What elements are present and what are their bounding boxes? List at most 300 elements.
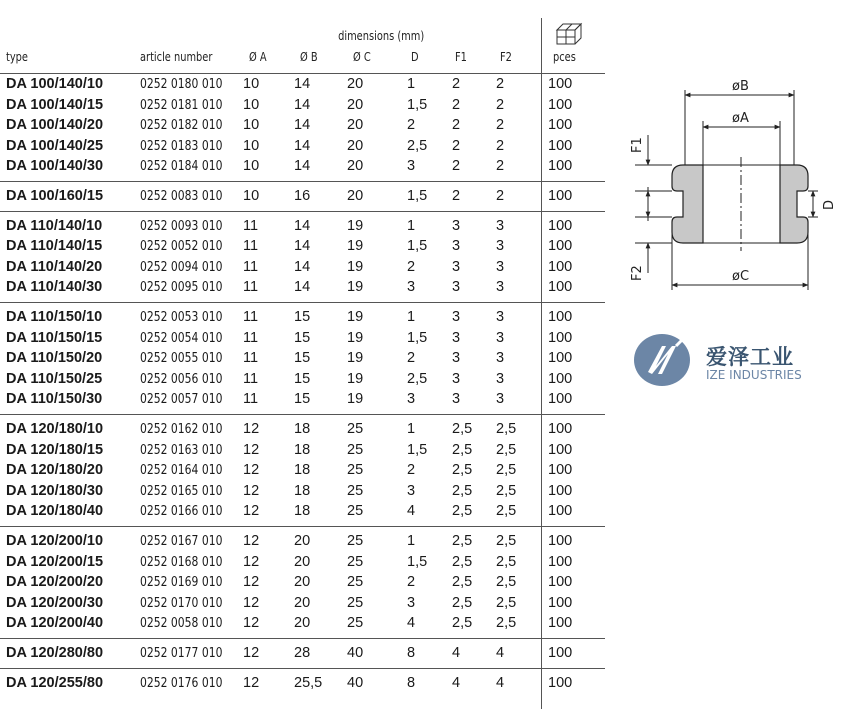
cell-f2: 3: [496, 258, 505, 275]
cell-d: 2: [407, 462, 416, 479]
cell-type: DA 120/180/20: [6, 462, 104, 479]
cell-a: 11: [243, 370, 259, 387]
cell-pcs: 100: [548, 329, 573, 346]
cell-pcs: 100: [548, 574, 573, 591]
cell-d: 1: [407, 217, 416, 234]
cell-pcs: 100: [548, 188, 573, 204]
cell-b: 18: [294, 482, 311, 499]
cell-pcs: 100: [548, 421, 573, 437]
cell-b: 14: [294, 279, 311, 296]
cell-a: 11: [243, 391, 259, 408]
cell-d: 2: [407, 350, 416, 367]
cell-c: 25: [347, 615, 364, 632]
cell-c: 25: [347, 421, 364, 437]
cell-f1: 2: [452, 137, 461, 154]
cell-f2: 3: [496, 350, 505, 367]
cell-b: 14: [294, 158, 311, 175]
table-row: [0, 371, 600, 392]
cell-c: 20: [347, 76, 364, 92]
cell-c: 20: [347, 188, 364, 204]
col-header-pcs: pces: [553, 50, 576, 64]
cell-f2: 2,5: [496, 462, 517, 479]
cell-type: DA 100/140/25: [6, 137, 104, 154]
cell-c: 25: [347, 553, 364, 570]
cell-article: 0252 0170 010: [140, 594, 223, 611]
cell-a: 12: [243, 482, 260, 499]
cell-pcs: 100: [548, 279, 573, 296]
table-row: [0, 574, 600, 595]
cell-a: 12: [243, 594, 260, 611]
cell-type: DA 110/150/10: [6, 309, 103, 325]
cell-type: DA 110/150/15: [6, 329, 103, 346]
brand-name-en: IZE INDUSTRIES: [706, 368, 802, 382]
cell-d: 8: [407, 674, 416, 691]
cell-pcs: 100: [548, 370, 573, 387]
cell-type: DA 120/255/80: [6, 674, 104, 691]
cell-f2: 2,5: [496, 594, 517, 611]
cell-article: 0252 0057 010: [140, 391, 223, 408]
cell-type: DA 100/160/15: [6, 188, 104, 204]
cell-type: DA 120/180/10: [6, 421, 104, 437]
cell-pcs: 100: [548, 350, 573, 367]
cell-pcs: 100: [548, 158, 573, 175]
col-header-b: Ø B: [300, 50, 318, 64]
cell-f1: 3: [452, 238, 461, 255]
cell-d: 2,5: [407, 370, 428, 387]
cell-f1: 2: [452, 76, 461, 92]
cell-d: 1,5: [407, 188, 428, 204]
table-row: [0, 218, 600, 239]
cell-article: 0252 0162 010: [140, 421, 223, 437]
cell-f1: 3: [452, 329, 461, 346]
cell-f2: 3: [496, 370, 505, 387]
cell-type: DA 110/150/30: [6, 391, 103, 408]
cell-f2: 2: [496, 76, 505, 92]
cell-b: 14: [294, 217, 311, 234]
cell-article: 0252 0168 010: [140, 553, 223, 570]
cell-f1: 3: [452, 309, 461, 325]
cell-type: DA 110/150/20: [6, 350, 103, 367]
cell-article: 0252 0182 010: [140, 117, 223, 134]
cell-f2: 4: [496, 645, 505, 661]
cell-type: DA 120/200/40: [6, 615, 104, 632]
cell-article: 0252 0164 010: [140, 462, 223, 479]
cell-b: 18: [294, 441, 311, 458]
cell-d: 3: [407, 158, 416, 175]
label-diameter-b: øB: [732, 79, 749, 94]
cell-pcs: 100: [548, 462, 573, 479]
cell-f2: 2,5: [496, 421, 517, 437]
cell-pcs: 100: [548, 594, 573, 611]
cell-c: 25: [347, 462, 364, 479]
cell-d: 3: [407, 279, 416, 296]
cell-f1: 2: [452, 96, 461, 113]
cell-d: 8: [407, 645, 416, 661]
cell-a: 11: [243, 238, 259, 255]
cell-f2: 2: [496, 188, 505, 204]
cell-article: 0252 0183 010: [140, 137, 223, 154]
cell-f1: 3: [452, 217, 461, 234]
cell-d: 2,5: [407, 137, 428, 154]
cell-a: 12: [243, 645, 260, 661]
cell-b: 28: [294, 645, 311, 661]
cell-f1: 3: [452, 350, 461, 367]
col-header-f2: F2: [500, 50, 512, 64]
table-row: [0, 97, 600, 118]
table-row: [0, 503, 600, 524]
cell-d: 3: [407, 594, 416, 611]
table-row: [0, 554, 600, 575]
cell-pcs: 100: [548, 96, 573, 113]
cell-article: 0252 0184 010: [140, 158, 223, 175]
cell-b: 20: [294, 533, 311, 549]
cell-f2: 2: [496, 137, 505, 154]
cell-d: 1,5: [407, 238, 428, 255]
group-divider: [0, 211, 605, 212]
cell-a: 10: [243, 117, 260, 134]
cell-b: 15: [294, 350, 311, 367]
table-row: [0, 238, 600, 259]
cell-f1: 2,5: [452, 574, 473, 591]
cell-f1: 2,5: [452, 594, 473, 611]
cell-d: 3: [407, 482, 416, 499]
cell-f1: 2,5: [452, 462, 473, 479]
cell-c: 25: [347, 594, 364, 611]
cell-pcs: 100: [548, 533, 573, 549]
table-row: [0, 442, 600, 463]
cell-a: 11: [243, 217, 259, 234]
cell-type: DA 100/140/30: [6, 158, 104, 175]
cell-pcs: 100: [548, 217, 573, 234]
cell-f1: 3: [452, 370, 461, 387]
cell-b: 18: [294, 421, 311, 437]
group-divider: [0, 668, 605, 669]
table-row: [0, 138, 600, 159]
cell-article: 0252 0181 010: [140, 96, 223, 113]
dimensions-group-header: dimensions (mm): [338, 29, 425, 43]
cell-a: 12: [243, 421, 260, 437]
table-row: [0, 483, 600, 504]
brand-name-cn: 爱泽工业: [706, 345, 794, 369]
cell-a: 12: [243, 441, 260, 458]
col-header-article: article number: [140, 50, 213, 64]
cell-type: DA 100/140/15: [6, 96, 104, 113]
cell-f2: 3: [496, 391, 505, 408]
cell-article: 0252 0176 010: [140, 674, 223, 691]
cell-c: 19: [347, 350, 364, 367]
cell-a: 12: [243, 674, 260, 691]
cell-f2: 2,5: [496, 482, 517, 499]
cell-pcs: 100: [548, 503, 573, 520]
cell-pcs: 100: [548, 482, 573, 499]
cell-type: DA 100/140/20: [6, 117, 104, 134]
cell-b: 20: [294, 574, 311, 591]
cell-d: 3: [407, 391, 416, 408]
table-row: [0, 645, 600, 666]
table-row: [0, 615, 600, 636]
table-row: [0, 279, 600, 300]
group-divider: [0, 638, 605, 639]
cell-article: 0252 0095 010: [140, 279, 223, 296]
cell-d: 4: [407, 503, 416, 520]
cell-pcs: 100: [548, 391, 573, 408]
cell-type: DA 120/200/10: [6, 533, 104, 549]
cell-a: 11: [243, 350, 259, 367]
cell-c: 19: [347, 258, 364, 275]
cell-c: 19: [347, 238, 364, 255]
cell-f1: 2,5: [452, 421, 473, 437]
cell-a: 12: [243, 615, 260, 632]
cell-a: 12: [243, 503, 260, 520]
cell-a: 10: [243, 76, 260, 92]
cell-type: DA 110/150/25: [6, 370, 103, 387]
cell-b: 20: [294, 594, 311, 611]
cell-article: 0252 0166 010: [140, 503, 223, 520]
table-row: [0, 188, 600, 209]
cell-a: 11: [243, 258, 259, 275]
cell-f1: 2,5: [452, 615, 473, 632]
cell-c: 20: [347, 117, 364, 134]
cell-f2: 3: [496, 279, 505, 296]
cell-c: 25: [347, 503, 364, 520]
cell-b: 16: [294, 188, 311, 204]
table-row: [0, 158, 600, 179]
cell-type: DA 110/140/15: [6, 238, 103, 255]
cell-c: 19: [347, 391, 364, 408]
cell-c: 20: [347, 137, 364, 154]
table-row: [0, 350, 600, 371]
cell-a: 12: [243, 533, 260, 549]
cell-b: 14: [294, 238, 311, 255]
group-divider: [0, 414, 605, 415]
ize-logo-icon: [632, 332, 692, 388]
header-divider: [0, 73, 605, 74]
cell-f1: 2,5: [452, 482, 473, 499]
cell-type: DA 100/140/10: [6, 76, 104, 92]
cell-f1: 3: [452, 279, 461, 296]
cell-f2: 2,5: [496, 503, 517, 520]
cell-c: 25: [347, 533, 364, 549]
table-row: [0, 259, 600, 280]
cell-type: DA 110/140/20: [6, 258, 103, 275]
cell-pcs: 100: [548, 76, 573, 92]
cell-f2: 3: [496, 309, 505, 325]
cell-pcs: 100: [548, 645, 573, 661]
cell-c: 25: [347, 441, 364, 458]
cell-f2: 4: [496, 674, 505, 691]
cell-d: 1,5: [407, 329, 428, 346]
cell-f2: 2: [496, 117, 505, 134]
cell-c: 19: [347, 217, 364, 234]
cell-f1: 2,5: [452, 553, 473, 570]
cell-type: DA 110/140/10: [6, 217, 103, 234]
cell-article: 0252 0055 010: [140, 350, 223, 367]
label-d: D: [822, 199, 837, 210]
cell-a: 11: [243, 329, 259, 346]
group-divider: [0, 526, 605, 527]
cell-b: 20: [294, 553, 311, 570]
cell-d: 4: [407, 615, 416, 632]
cell-b: 18: [294, 462, 311, 479]
cell-b: 14: [294, 137, 311, 154]
cell-article: 0252 0053 010: [140, 309, 223, 325]
cell-type: DA 120/200/15: [6, 553, 104, 570]
cell-article: 0252 0167 010: [140, 533, 223, 549]
group-divider: [0, 302, 605, 303]
cell-f1: 2: [452, 188, 461, 204]
cell-b: 15: [294, 370, 311, 387]
cell-pcs: 100: [548, 117, 573, 134]
cell-d: 2: [407, 258, 416, 275]
cell-c: 25: [347, 482, 364, 499]
box-stack-icon: [553, 20, 585, 46]
cell-f1: 2: [452, 158, 461, 175]
cell-f2: 2,5: [496, 574, 517, 591]
cell-c: 40: [347, 645, 364, 661]
cell-pcs: 100: [548, 441, 573, 458]
cell-f1: 2,5: [452, 441, 473, 458]
cell-a: 10: [243, 158, 260, 175]
cell-b: 14: [294, 96, 311, 113]
cell-b: 15: [294, 329, 311, 346]
cell-d: 1,5: [407, 441, 428, 458]
cell-article: 0252 0052 010: [140, 238, 223, 255]
table-row: [0, 595, 600, 616]
cell-f2: 2: [496, 158, 505, 175]
cell-article: 0252 0177 010: [140, 645, 223, 661]
cell-b: 18: [294, 503, 311, 520]
cell-b: 15: [294, 391, 311, 408]
cell-c: 20: [347, 96, 364, 113]
cell-c: 20: [347, 158, 364, 175]
cell-d: 1: [407, 309, 416, 325]
cell-type: DA 110/140/30: [6, 279, 103, 296]
cell-b: 20: [294, 615, 311, 632]
col-header-f1: F1: [455, 50, 467, 64]
cell-c: 19: [347, 370, 364, 387]
table-row: [0, 675, 600, 696]
table-row: [0, 309, 600, 330]
cell-b: 14: [294, 258, 311, 275]
col-header-c: Ø C: [353, 50, 371, 64]
cell-f1: 3: [452, 258, 461, 275]
label-f1: F1: [630, 137, 645, 153]
cell-b: 14: [294, 76, 311, 92]
cell-article: 0252 0165 010: [140, 482, 223, 499]
cell-a: 11: [243, 279, 259, 296]
cell-f2: 3: [496, 329, 505, 346]
cell-d: 1: [407, 76, 416, 92]
cell-c: 40: [347, 674, 364, 691]
cell-d: 1: [407, 421, 416, 437]
col-header-d: D: [411, 50, 419, 64]
cell-article: 0252 0056 010: [140, 370, 223, 387]
label-diameter-a: øA: [732, 111, 749, 126]
cell-pcs: 100: [548, 137, 573, 154]
cell-c: 19: [347, 309, 364, 325]
cell-type: DA 120/280/80: [6, 645, 104, 661]
cell-article: 0252 0169 010: [140, 574, 223, 591]
cell-c: 19: [347, 279, 364, 296]
table-row: [0, 533, 600, 554]
cell-f2: 2,5: [496, 553, 517, 570]
cell-a: 10: [243, 96, 260, 113]
cell-pcs: 100: [548, 258, 573, 275]
cell-f2: 3: [496, 217, 505, 234]
table-row: [0, 462, 600, 483]
cell-a: 11: [243, 309, 259, 325]
cell-d: 2: [407, 117, 416, 134]
cell-f2: 2,5: [496, 441, 517, 458]
cell-f2: 3: [496, 238, 505, 255]
table-row: [0, 117, 600, 138]
col-header-type: type: [6, 50, 28, 64]
cell-f2: 2: [496, 96, 505, 113]
cell-article: 0252 0094 010: [140, 258, 223, 275]
cell-c: 25: [347, 574, 364, 591]
cell-pcs: 100: [548, 553, 573, 570]
cell-b: 14: [294, 117, 311, 134]
cell-type: DA 120/200/30: [6, 594, 104, 611]
cell-d: 1: [407, 533, 416, 549]
cell-b: 25,5: [294, 674, 323, 691]
cell-a: 10: [243, 137, 260, 154]
table-row: [0, 421, 600, 442]
cell-f2: 2,5: [496, 615, 517, 632]
cell-a: 12: [243, 553, 260, 570]
table-row: [0, 391, 600, 412]
cell-pcs: 100: [548, 674, 573, 691]
grommet-section: [672, 165, 808, 243]
cell-f2: 2,5: [496, 533, 517, 549]
cell-article: 0252 0163 010: [140, 441, 223, 458]
cell-f1: 2: [452, 117, 461, 134]
cell-article: 0252 0083 010: [140, 188, 223, 204]
table-row: [0, 330, 600, 351]
cell-type: DA 120/200/20: [6, 574, 104, 591]
label-diameter-c: øC: [732, 269, 750, 284]
cell-pcs: 100: [548, 615, 573, 632]
cell-d: 2: [407, 574, 416, 591]
cell-article: 0252 0180 010: [140, 76, 223, 92]
cell-f1: 4: [452, 674, 461, 691]
cell-d: 1,5: [407, 96, 428, 113]
cell-a: 12: [243, 462, 260, 479]
cell-c: 19: [347, 329, 364, 346]
cell-f1: 3: [452, 391, 461, 408]
cell-f1: 4: [452, 645, 461, 661]
cell-type: DA 120/180/15: [6, 441, 104, 458]
label-f2: F2: [630, 265, 645, 281]
cell-b: 15: [294, 309, 311, 325]
cell-type: DA 120/180/30: [6, 482, 104, 499]
cell-pcs: 100: [548, 309, 573, 325]
cell-pcs: 100: [548, 238, 573, 255]
grommet-drawing: [620, 75, 837, 300]
group-divider: [0, 181, 605, 182]
cell-f1: 2,5: [452, 503, 473, 520]
cell-a: 10: [243, 188, 260, 204]
cell-type: DA 120/180/40: [6, 503, 104, 520]
cell-f1: 2,5: [452, 533, 473, 549]
table-row: [0, 76, 600, 97]
cell-article: 0252 0058 010: [140, 615, 223, 632]
cell-article: 0252 0093 010: [140, 217, 223, 234]
cell-a: 12: [243, 574, 260, 591]
cell-article: 0252 0054 010: [140, 329, 223, 346]
cell-d: 1,5: [407, 553, 428, 570]
col-header-a: Ø A: [249, 50, 267, 64]
